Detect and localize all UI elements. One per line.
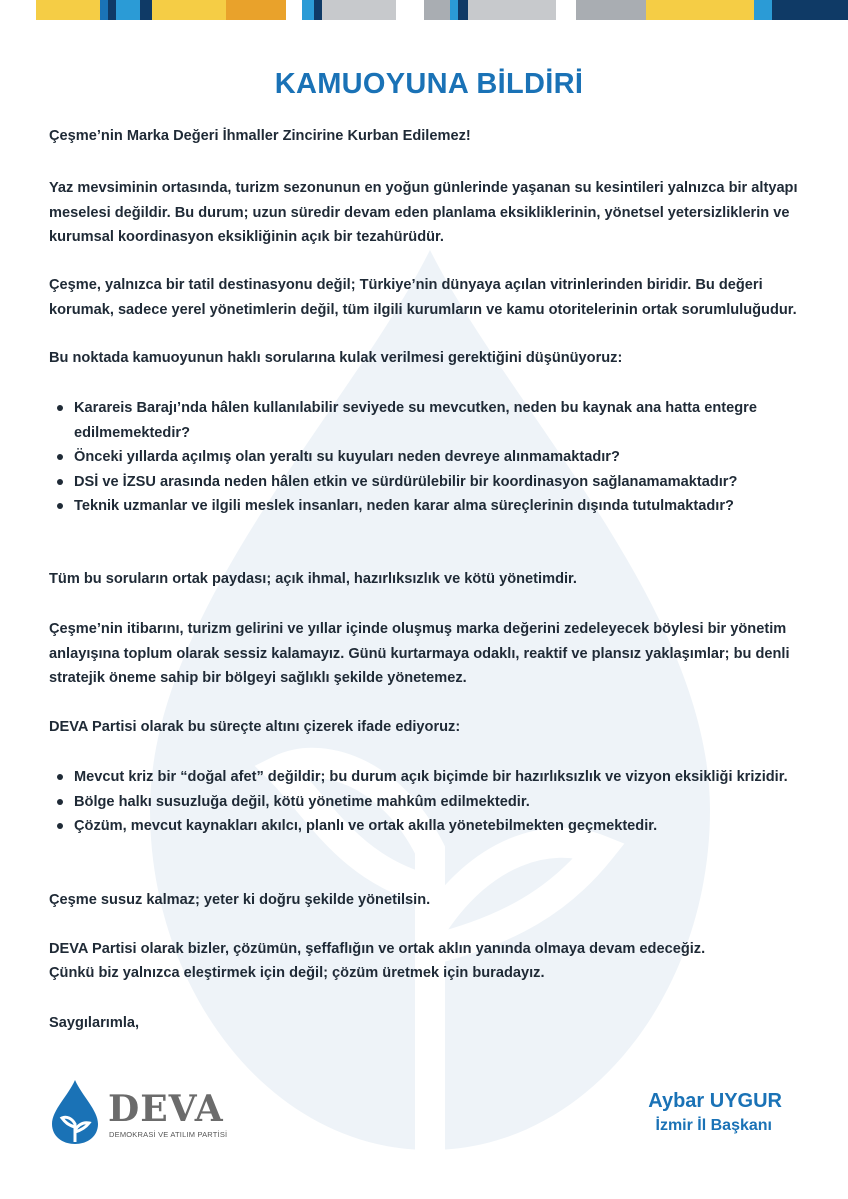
list-item: Karareis Barajı’nda hâlen kullanılabilir seviyede su mevcutken, neden bu kaynak ana hatta entegre edilmemektedir? xyxy=(49,396,809,445)
list-item: Bölge halkı susuzluğa değil, kötü yönetime mahkûm edilmektedir. xyxy=(49,790,809,815)
list-item: Çözüm, mevcut kaynakları akılcı, planlı ve ortak akılla yönetebilmekten geçmektedir. xyxy=(49,814,809,839)
statements-list xyxy=(49,765,809,839)
bar-segment xyxy=(576,0,646,20)
logo-wordmark: DEVA xyxy=(108,1088,224,1130)
logo-subtitle: DEMOKRASİ VE ATILIM PARTİSİ xyxy=(109,1130,228,1139)
paragraph-4: Tüm bu soruların ortak paydası; açık ihmal, hazırlıksızlık ve kötü yönetimdir. xyxy=(49,571,577,587)
list-item: DSİ ve İZSU arasında neden hâlen etkin ve sürdürülebilir bir koordinasyon sağlanamamaktadır? xyxy=(49,470,809,495)
paragraph-3: Bu noktada kamuoyunun haklı sorularına kulak verilmesi gerektiğini düşünüyoruz: xyxy=(49,350,623,366)
bar-segment xyxy=(458,0,468,20)
questions-list xyxy=(49,396,809,519)
bar-segment xyxy=(754,0,772,20)
bar-segment xyxy=(646,0,754,20)
bar-segment xyxy=(108,0,116,20)
paragraph-1: Yaz mevsiminin ortasında, turizm sezonunun en yoğun günlerinde yaşanan su kesintileri yalnızca bir altyapı meselesi değildir. Bu durum; uzun süredir devam eden planlama eksikliklerinin, yönetsel yetersizliklerin ve kurumsal koordinasyon eksikliğinin açık bir tezahürüdür. xyxy=(49,180,798,245)
paragraph-8-line-2: Çünkü biz yalnızca eleştirmek için değil; çözüm üretmek için buradayız. xyxy=(49,965,545,981)
paragraph-7: Çeşme susuz kalmaz; yeter ki doğru şekilde yönetilsin. xyxy=(49,892,431,908)
water-drop-leaf-icon xyxy=(52,1080,98,1144)
bar-segment xyxy=(468,0,556,20)
signatory-title: İzmir İl Başkanı xyxy=(655,1117,772,1134)
bar-segment xyxy=(302,0,314,20)
list-item: Mevcut kriz bir “doğal afet” değildir; bu durum açık biçimde bir hazırlıksızlık ve vizyon eksikliği krizidir. xyxy=(49,765,809,790)
bar-segment xyxy=(36,0,100,20)
bar-segment xyxy=(152,0,226,20)
bar-segment xyxy=(116,0,140,20)
bar-segment xyxy=(556,0,576,20)
bar-segment xyxy=(286,0,302,20)
closing: Saygılarımla, xyxy=(49,1015,140,1031)
bar-segment xyxy=(424,0,450,20)
bar-segment xyxy=(772,0,848,20)
paragraph-8-line-1: DEVA Partisi olarak bizler, çözümün, şeffaflığın ve ortak aklın yanında olmaya devam edeceğiz. xyxy=(49,941,706,957)
document-subtitle: Çeşme’nin Marka Değeri İhmaller Zincirine Kurban Edilemez! xyxy=(49,128,471,144)
bar-segment xyxy=(140,0,152,20)
signatory-name: Aybar UYGUR xyxy=(648,1090,782,1112)
list-item: Teknik uzmanlar ve ilgili meslek insanları, neden karar alma süreçlerinin dışında tutulmaktadır? xyxy=(49,494,809,519)
bar-segment xyxy=(0,0,36,20)
bar-segment xyxy=(314,0,322,20)
paragraph-2: Çeşme, yalnızca bir tatil destinasyonu değil; Türkiye’nin dünyaya açılan vitrinlerinden biridir. Bu değeri korumak, sadece yerel yönetimlerin değil, tüm ilgili kurumların ve kamu otoritelerinin ortak sorumluluğudur. xyxy=(49,277,797,318)
bar-segment xyxy=(396,0,424,20)
bar-segment xyxy=(100,0,108,20)
paragraph-6: DEVA Partisi olarak bu süreçte altını çizerek ifade ediyoruz: xyxy=(49,719,461,735)
bar-segment xyxy=(450,0,458,20)
decorative-top-bar xyxy=(0,0,848,20)
bar-segment xyxy=(226,0,286,20)
page-title: KAMUOYUNA BİLDİRİ xyxy=(274,68,584,100)
deva-logo xyxy=(52,1080,252,1150)
list-item: Önceki yıllarda açılmış olan yeraltı su kuyuları neden devreye alınmamaktadır? xyxy=(49,445,809,470)
paragraph-5: Çeşme’nin itibarını, turizm gelirini ve yıllar içinde oluşmuş marka değerini zedeleyecek böylesi bir yönetim anlayışına toplum olarak sessiz kalamayız. Günü kurtarmaya odaklı, reaktif ve plansız yaklaşımlar; bu denli stratejik öneme sahip bir bölgeyi sağlıklı şekilde yönetemez. xyxy=(49,621,790,686)
bar-segment xyxy=(322,0,396,20)
